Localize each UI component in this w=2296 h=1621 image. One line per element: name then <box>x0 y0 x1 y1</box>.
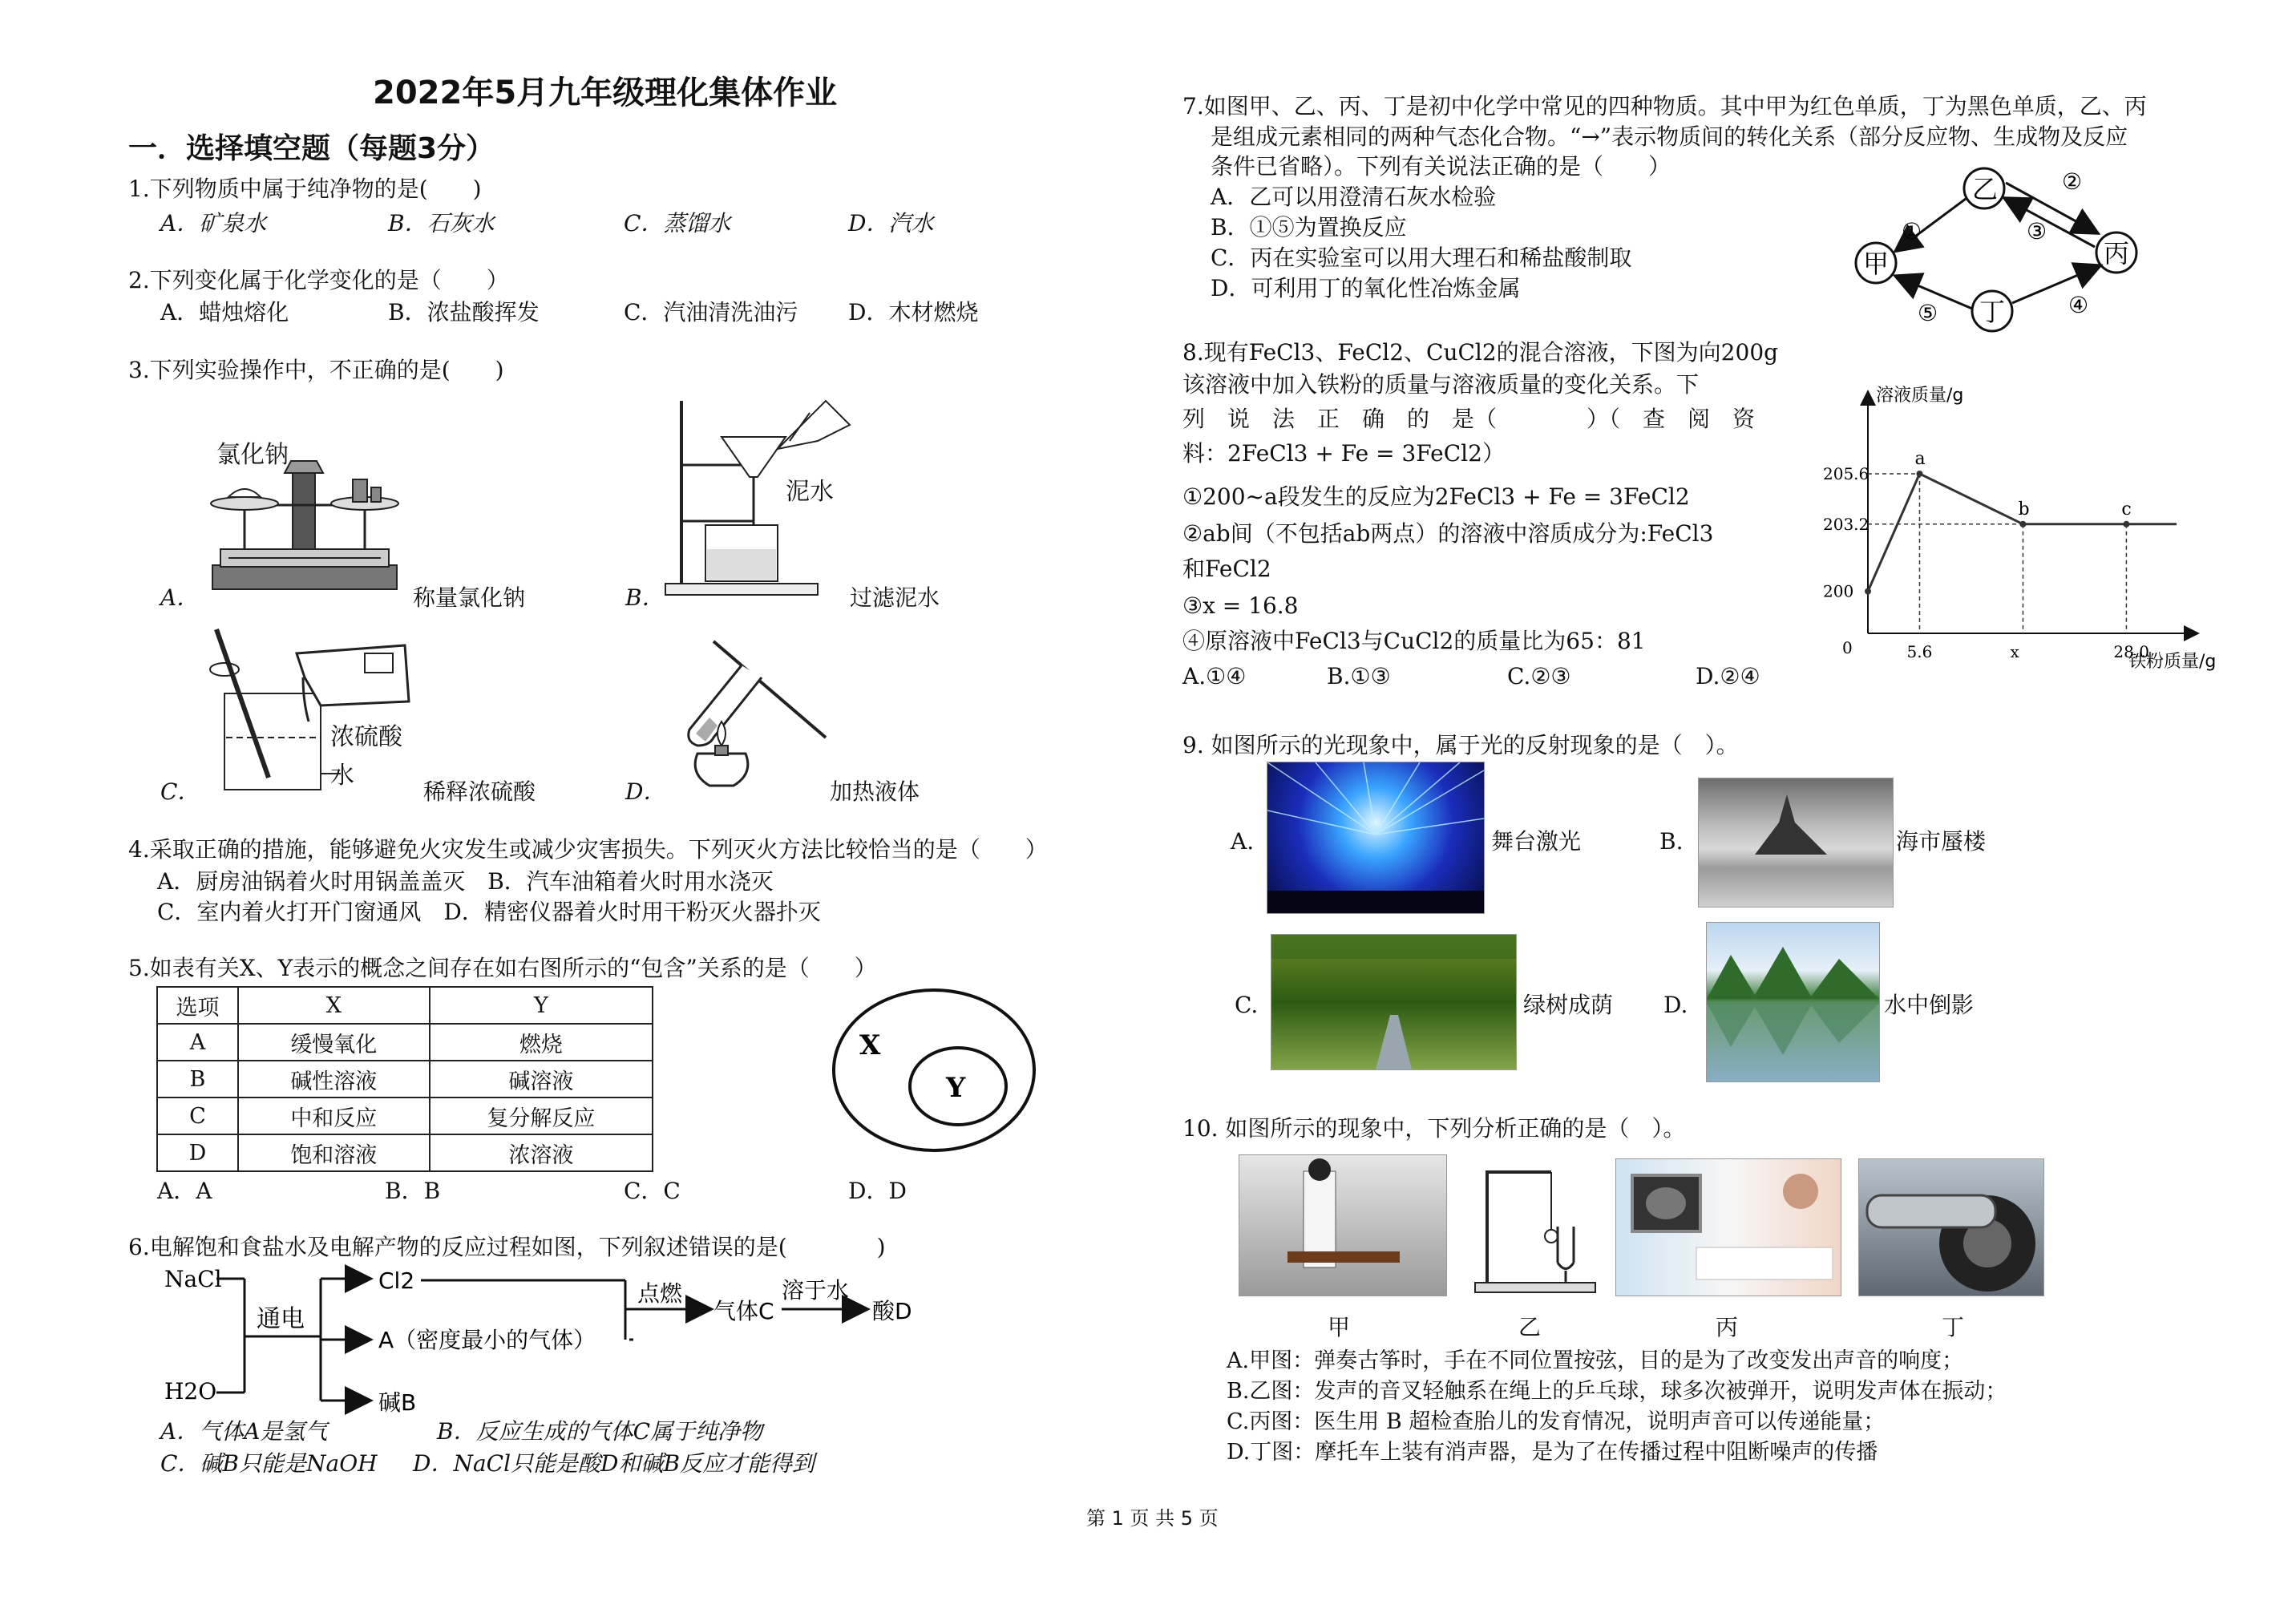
q8-option-b: B.①③ <box>1327 663 1391 689</box>
table-cell: C <box>157 1098 238 1134</box>
q3-caption-c: 稀释浓硫酸 <box>423 778 536 805</box>
point-label: b <box>2018 499 2030 519</box>
data-point <box>1916 471 1922 477</box>
q10-option-b: B.乙图：发声的音叉轻触系在绳上的乒乓球，球多次被弹开，说明发声体在振动； <box>1227 1379 2007 1404</box>
q6-option-c: C．碱B只能是NaOH <box>160 1450 378 1477</box>
q6-stem: 6.电解饱和食盐水及电解产物的反应过程如图，下列叙述错误的是( ) <box>128 1234 886 1260</box>
q1-option-c: C．蒸馏水 <box>624 210 731 236</box>
label-mud-water: 泥水 <box>786 478 834 506</box>
q9-option-a: A. <box>1231 828 1255 855</box>
electrolysis-flow-diagram <box>160 1263 954 1415</box>
q9-caption-c: 绿树成荫 <box>1523 992 1614 1018</box>
muffler-photo <box>1858 1158 2044 1296</box>
q9-stem: 9. 如图所示的光现象中，属于光的反射现象的是（ ）。 <box>1182 732 1739 758</box>
q9-option-b: B. <box>1659 828 1684 855</box>
table-row <box>157 1098 653 1134</box>
q8-statement-2: ②ab间（不包括ab两点）的溶液中溶质成分为:FeCl3 <box>1182 520 1714 547</box>
q7-option-a: A．乙可以用澄清石灰水检验 <box>1211 184 1497 210</box>
stage-laser-photo <box>1267 762 1485 914</box>
y-tick-label: 203.2 <box>1823 514 1870 534</box>
q8-statement-1: ①200~a段发生的反应为2FeCl3 + Fe = 3FeCl2 <box>1182 483 1690 510</box>
arrow-label-1: ① <box>1902 218 1922 245</box>
q8-option-c: C.②③ <box>1507 663 1571 689</box>
q5-option-a: A．A <box>157 1178 212 1204</box>
point-label: a <box>1914 448 1926 469</box>
q8-option-d: D.②④ <box>1696 663 1760 689</box>
q8-statement-3: ③x = 16.8 <box>1182 592 1299 619</box>
data-point <box>1865 588 1871 595</box>
section-heading: 一．选择填空题（每题3分） <box>128 132 495 165</box>
table-cell: A <box>157 1024 238 1061</box>
q10-option-a: A.甲图：弹奏古筝时，手在不同位置按弦，目的是为了改变发出声音的响度； <box>1227 1348 1964 1373</box>
tuning-fork-illustration <box>1471 1162 1603 1295</box>
q8-statement-2b: 和FeCl2 <box>1182 556 1271 582</box>
q10-option-c: C.丙图：医生用 B 超检查胎儿的发育情况，说明声音可以传递能量； <box>1227 1409 1886 1434</box>
q8-statement-4: ④原溶液中FeCl3与CuCl2的质量比为65：81 <box>1182 628 1646 654</box>
mirage-photo <box>1698 778 1894 908</box>
table-cell: 饱和溶液 <box>238 1134 430 1171</box>
nacl-label: NaCl <box>164 1266 222 1292</box>
page-title: 2022年5月九年级理化集体作业 <box>373 75 838 111</box>
node-bing: 丙 <box>2104 238 2130 269</box>
table-cell: 复分解反应 <box>430 1098 653 1134</box>
q5-option-b: B．B <box>385 1178 441 1204</box>
q9-caption-d: 水中倒影 <box>1884 992 1975 1018</box>
q10-caption-yi: 乙 <box>1518 1314 1542 1340</box>
x-tick-label: x <box>2010 642 2019 661</box>
heating-illustration <box>665 633 834 794</box>
q10-option-d: D.丁图：摩托车上装有消声器，是为了在传播过程中阻断噪声的传播 <box>1227 1440 1878 1465</box>
q3-stem: 3.下列实验操作中，不正确的是( ) <box>128 357 504 383</box>
electrify-label: 通电 <box>257 1305 305 1333</box>
table-cell: 碱溶液 <box>430 1061 653 1098</box>
tree-shade-photo <box>1271 934 1517 1070</box>
venn-y-label: Y <box>946 1072 966 1104</box>
table-cell: D <box>157 1134 238 1171</box>
q8-option-a: A.①④ <box>1182 663 1247 689</box>
q8-line1: 8.现有FeCl3、FeCl2、CuCl2的混合溶液，下图为向200g <box>1182 339 1779 366</box>
point-label: c <box>2121 499 2132 519</box>
venn-x-label: X <box>859 1029 881 1061</box>
acid-d-label: 酸D <box>872 1298 912 1324</box>
table-cell: 中和反应 <box>238 1098 430 1134</box>
q1-option-a: A．矿泉水 <box>160 210 267 236</box>
water-reflection-photo <box>1706 922 1880 1082</box>
q4-stem: 4.采取正确的措施，能够避免火灾发生或减少灾害损失。下列灭火方法比较恰当的是（ ） <box>128 836 1048 863</box>
label-nacl: 氯化钠 <box>216 441 289 469</box>
arrow-label-2: ② <box>2062 168 2083 195</box>
y-axis-label: 溶液质量/g <box>1876 386 1964 406</box>
q5-table <box>156 986 653 1172</box>
q7-line3: 条件已省略）。下列有关说法正确的是（ ） <box>1211 153 1671 180</box>
q2-stem: 2.下列变化属于化学变化的是（ ） <box>128 267 509 293</box>
ultrasound-photo <box>1615 1158 1841 1296</box>
q2-option-a: A．蜡烛熔化 <box>160 299 289 325</box>
q3-caption-b: 过滤泥水 <box>850 584 940 611</box>
series-line <box>1868 474 2177 592</box>
arrow-label-4: ④ <box>2068 292 2089 318</box>
table-cell: B <box>157 1061 238 1098</box>
q8-line-chart <box>1820 377 2221 681</box>
q3-caption-d: 加热液体 <box>830 778 920 805</box>
q4-line2: C．室内着火打开门窗通风 D．精密仪器着火时用干粉灭火器扑灭 <box>157 899 821 925</box>
h2o-label: H2O <box>164 1378 217 1405</box>
q6-option-a: A．气体A是氢气 <box>160 1418 328 1445</box>
q3-option-a: A． <box>160 584 200 611</box>
q5-option-c: C．C <box>624 1178 681 1204</box>
q7-option-c: C．丙在实验室可以用大理石和稀盐酸制取 <box>1211 245 1632 271</box>
q1-stem: 1.下列物质中属于纯净物的是( ) <box>128 176 482 202</box>
ignite-label: 点燃 <box>637 1280 683 1307</box>
table-header: X <box>238 987 430 1024</box>
x-tick-label: 28.0 <box>2113 642 2149 661</box>
q3-option-b: B． <box>625 584 665 611</box>
q1-option-b: B．石灰水 <box>388 210 495 236</box>
table-cell: 燃烧 <box>430 1024 653 1061</box>
table-header: Y <box>430 987 653 1024</box>
q1-option-d: D．汽水 <box>848 210 934 236</box>
q9-caption-a: 舞台激光 <box>1491 828 1582 855</box>
q7-conversion-diagram <box>1852 160 2148 341</box>
y-tick-label: 205.6 <box>1823 463 1870 483</box>
q8-line4: 料：2FeCl3 + Fe = 3FeCl2） <box>1182 440 1505 467</box>
data-point <box>2123 521 2129 528</box>
q7-line2: 是组成元素相同的两种气态化合物。“→”表示物质间的转化关系（部分反应物、生成物及反应 <box>1211 123 2128 150</box>
table-row <box>157 1061 653 1098</box>
q7-option-b: B．①⑤为置换反应 <box>1211 214 1407 241</box>
q3-option-d: D． <box>625 778 666 805</box>
table-cell: 碱性溶液 <box>238 1061 430 1098</box>
node-ding: 丁 <box>1979 297 2006 327</box>
x-tick-label: 5.6 <box>1906 642 1933 661</box>
label-conc-acid: 浓硫酸 <box>330 723 402 751</box>
table-cell: 浓溶液 <box>430 1134 653 1171</box>
table-cell: 缓慢氧化 <box>238 1024 430 1061</box>
dissolve-label: 溶于水 <box>782 1277 850 1304</box>
q6-option-b: B．反应生成的气体C属于纯净物 <box>437 1418 763 1445</box>
y-tick-label: 200 <box>1823 581 1854 601</box>
data-point <box>2019 521 2026 528</box>
q4-line1: A．厨房油锅着火时用锅盖盖灭 B．汽车油箱着火时用水浇灭 <box>157 868 774 895</box>
origin-label: 0 <box>1842 638 1853 657</box>
venn-diagram <box>826 982 1042 1158</box>
table-header: 选项 <box>157 987 238 1024</box>
node-yi: 乙 <box>1972 174 1999 204</box>
q10-caption-jia: 甲 <box>1328 1314 1351 1340</box>
q2-option-c: C．汽油清洗油污 <box>624 299 798 325</box>
x-axis-label: 铁粉质量/g <box>2128 652 2217 672</box>
q3-caption-a: 称量氯化钠 <box>413 584 526 611</box>
node-jia: 甲 <box>1863 249 1890 279</box>
table-row <box>157 1134 653 1171</box>
q10-caption-ding: 丁 <box>1942 1314 1965 1340</box>
cl2-label: Cl2 <box>378 1267 415 1294</box>
table-header-row <box>157 987 653 1024</box>
arrow-label-5: ⑤ <box>1918 300 1938 326</box>
gas-a-label: A（密度最小的气体） <box>378 1327 596 1353</box>
q3-option-c: C． <box>160 778 200 805</box>
q2-option-b: B．浓盐酸挥发 <box>388 299 540 325</box>
q10-stem: 10. 如图所示的现象中，下列分析正确的是（ ）。 <box>1182 1115 1686 1142</box>
q9-caption-b: 海市蜃楼 <box>1896 828 1987 855</box>
q5-option-d: D．D <box>848 1178 907 1204</box>
base-b-label: 碱B <box>378 1389 417 1415</box>
table-row <box>157 1024 653 1061</box>
filtration-illustration <box>657 393 866 601</box>
q8-line2: 该溶液中加入铁粉的质量与溶液质量的变化关系。下 <box>1182 371 1700 398</box>
guzheng-photo <box>1239 1154 1447 1296</box>
q6-option-d: D．NaCl只能是酸D和碱B反应才能得到 <box>413 1450 815 1477</box>
q5-stem: 5.如表有关X、Y表示的概念之间存在如右图所示的“包含”关系的是（ ） <box>128 955 877 981</box>
q7-line1: 7.如图甲、乙、丙、丁是初中化学中常见的四种物质。其中甲为红色单质，丁为黑色单质，乙、丙 <box>1182 93 2147 119</box>
q8-line3: 列 说 法 正 确 的 是（ ）（ 查 阅 资 <box>1182 406 1756 432</box>
label-water: 水 <box>330 762 354 790</box>
page-footer: 第 1 页 共 5 页 <box>1086 1507 1219 1530</box>
q7-option-d: D．可利用丁的氧化性冶炼金属 <box>1211 275 1521 301</box>
q9-option-d: D. <box>1663 992 1688 1018</box>
gas-c-label: 气体C <box>713 1298 774 1324</box>
arrow-label-3: ③ <box>2027 218 2047 245</box>
q10-caption-bing: 丙 <box>1716 1314 1739 1340</box>
q2-option-d: D．木材燃烧 <box>848 299 979 325</box>
q9-option-c: C. <box>1235 992 1259 1018</box>
dilution-illustration <box>200 621 425 798</box>
